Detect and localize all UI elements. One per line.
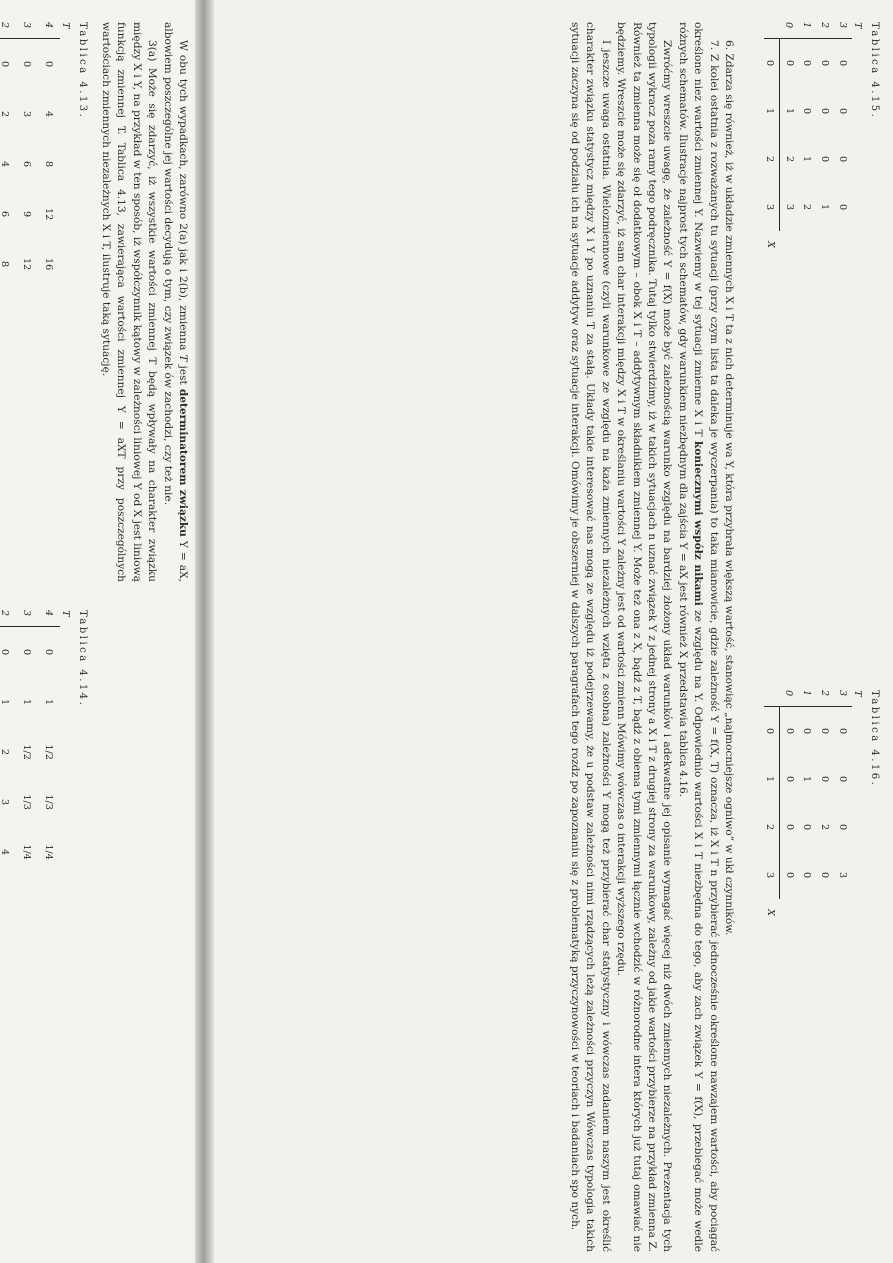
table-x-value: 0 xyxy=(765,707,781,756)
left-top-paragraph: W obu tych wypadkach, zarówno 2(a) jak i 2(b), zmienna T jest determinatorem związku Y = aX, albowiem poszczególne jej wartości decydują o tym, czy związek ów zachodzi, czy też nie. xyxy=(161,22,189,582)
table-row xyxy=(780,690,798,916)
table-cell: 1 xyxy=(819,204,831,211)
right-para-9: I jeszcze uwaga ostatnia. Wielozmiennowe (czyli warunkowe ze względu na każa zmiennych niezależnych wzięta z osobna) zależności Y mogą też przybierać char statystyczny i wówczas zadaniem naszym jest określić charakter związku statystycz między X i Y po uznaniu T za stałą. Układy takie interesować nas mogą ze względu iż podejrzewamy, że u podstaw zależności nimi rządzących leżą zależności przyczyn Wówczas typologia takich sytuacji zaczyna się od podziału ich na sytuacje addytyw oraz sytuacje interakcji. Omówimy je obszerniej w dalszych paragrafach tego rozdz po zapoznaniu się z problematyką przyczynowości w teoriach i badaniach spo nych. xyxy=(568,22,612,1252)
table-cell: 0 xyxy=(798,707,816,756)
table-cell: 9 xyxy=(21,211,33,218)
table-cell: 4 xyxy=(0,849,11,856)
table-t-value: 2 xyxy=(0,22,11,29)
table-x-value: 3 xyxy=(765,851,781,899)
table-cell: 0 xyxy=(38,627,60,678)
table-caption: Tablica 4.13. xyxy=(77,22,88,120)
table-x-axis-label: X xyxy=(764,241,776,248)
table-row xyxy=(16,22,38,306)
table-x-value: 2 xyxy=(765,803,781,851)
table-cell: 8 xyxy=(43,161,55,168)
table-cell: 0 xyxy=(16,627,38,678)
table-cell: 0 xyxy=(837,204,849,211)
table-x-value: 3 xyxy=(765,183,781,231)
table-cell: 3 xyxy=(783,204,795,211)
table-x-axis-label: X xyxy=(764,909,776,916)
table-cell: 1/4 xyxy=(43,844,55,860)
table-row xyxy=(798,690,816,916)
table-cell: 1 xyxy=(43,699,55,706)
table-caption: Tablica 4.14. xyxy=(77,610,88,708)
right-page xyxy=(214,0,893,1263)
table-cell: 0 xyxy=(801,872,813,879)
table-row xyxy=(780,22,798,248)
table-cell: 1 xyxy=(801,156,813,163)
table-t-axis-label: T xyxy=(60,610,71,617)
table-4-13 xyxy=(0,22,88,322)
table-4-15-grid xyxy=(765,22,864,248)
table-t-axis-label: T xyxy=(852,690,863,697)
right-para-7: 7. Z kolei ostatnia z rozważanych tu sytuacji (przy czym lista ta daleka je wyczerpania) to taka mianowicie, gdzie zależność Y = f(X, T) oznacza, iż X i T n przybierać jednocześnie określone nawzajem wartości, aby pociągać określone niez wartości zmiennej Y. Nazwiemy w tej sytuacji zmienne X i T koniecznymi współz nikami ze względu na Y. Odpowiednio wartości X i T niezbędna do tego, aby zach związek Y = f(X), przebiegać może wedle różnych schematów. Ilustracje najprost tych schematów, gdy warunkiem niezbędnym dla zajścia Y = aX jest również X przedstawia tablica 4.16. xyxy=(676,22,720,1252)
table-row xyxy=(816,690,834,916)
table-row xyxy=(0,22,16,306)
table-cell: 2 xyxy=(801,204,813,211)
table-t-value: 1 xyxy=(801,22,813,29)
table-x-value: 2 xyxy=(765,135,781,183)
table-cell: 0 xyxy=(837,108,849,115)
right-text-block xyxy=(567,22,736,1252)
table-cell: 0 xyxy=(783,824,795,831)
table-cell: 0 xyxy=(0,627,16,678)
table-cell: 1 xyxy=(0,699,11,706)
left-para-3a: 3(a) Może się zdarzyć, iż wszystkie wartości zmiennej T będą wpływały na charakter związku między X i Y, na przykład w ten sposób, iż współczynnik kątowy w zależności liniowej Y od X jest liniową funkcją zmiennej T. Tablica 4.13, zawierająca wartości zmiennej Y = aXT przy poszczególnych wartościach zmiennych niezależnych X i T, ilustruje taką sytuację. xyxy=(99,22,159,582)
table-4-16 xyxy=(765,690,881,990)
table-t-value: 2 xyxy=(819,22,831,29)
table-cell: 0 xyxy=(834,707,852,756)
table-cell: 2 xyxy=(819,824,831,831)
table-row xyxy=(816,22,834,248)
table-cell: 2 xyxy=(0,111,11,118)
table-cell: 0 xyxy=(38,39,60,90)
table-x-value: 1 xyxy=(765,87,781,135)
table-t-value: 0 xyxy=(783,690,795,697)
right-para-6: 6. Zdarza się również, iż w układzie zmiennych X i T ta z nich determinuje wa Y, która przybrała większą wartość, stanowiąc „najmocniejsze ogniwo” w ukł czynników. xyxy=(723,40,735,936)
table-cell: 0 xyxy=(801,108,813,115)
table-row xyxy=(16,610,38,894)
table-4-15 xyxy=(765,22,881,322)
table-cell: 1/2 xyxy=(43,744,55,760)
table-cell: 1 xyxy=(783,108,795,115)
table-cell: 0 xyxy=(816,707,834,756)
table-cell: 12 xyxy=(21,258,33,271)
table-cell: 0 xyxy=(819,776,831,783)
table-cell: 4 xyxy=(0,161,11,168)
table-cell: 0 xyxy=(837,824,849,831)
table-cell: 8 xyxy=(0,261,11,268)
table-t-value: 2 xyxy=(819,690,831,697)
table-cell: 2 xyxy=(0,749,11,756)
table-cell: 0 xyxy=(837,776,849,783)
table-row xyxy=(38,610,60,894)
table-cell: 1/3 xyxy=(21,794,33,810)
table-t-value: 1 xyxy=(801,690,813,697)
table-4-14 xyxy=(0,610,88,910)
table-t-value: 3 xyxy=(837,690,849,697)
table-t-value: 3 xyxy=(837,22,849,29)
left-intro-block xyxy=(98,22,190,582)
table-cell: 1/2 xyxy=(21,744,33,760)
table-row xyxy=(798,22,816,248)
table-t-axis-label: T xyxy=(60,22,71,29)
table-t-value: 3 xyxy=(21,610,33,617)
table-cell: 0 xyxy=(834,39,852,88)
table-t-value: 4 xyxy=(43,610,55,617)
table-caption: Tablica 4.16. xyxy=(869,690,880,788)
table-4-13-grid xyxy=(0,22,71,306)
table-t-value: 0 xyxy=(783,22,795,29)
table-row xyxy=(834,690,852,916)
table-cell: 0 xyxy=(819,156,831,163)
table-cell: 0 xyxy=(801,824,813,831)
table-cell: 1 xyxy=(801,776,813,783)
table-cell: 3 xyxy=(21,111,33,118)
table-row xyxy=(38,22,60,306)
table-cell: 1/4 xyxy=(21,844,33,860)
table-cell: 1 xyxy=(21,699,33,706)
table-4-16-grid xyxy=(765,690,864,916)
table-caption: Tablica 4.15. xyxy=(869,22,880,120)
table-cell: 6 xyxy=(0,211,11,218)
right-para-8: Zwróćmy wreszcie uwagę, że zależność Y = f(X) może być zależnością warunko względu na bardziej złożony układ warunków i adekwatne jej opisanie wymagać więcej niż dwóch zmiennych niezależnych. Prezentacja tych typologii wykracz poza ramy tego podręcznika. Tutaj tylko stwierdzimy, iż w takich sytuacjach n uznać związek Y z jednej strony a X i T z drugiej strony za warunkowy, zależny od jakie wartości przybierze na przykład zmienna Z. Również ta zmienna może się oł dodatkowym – obok X i T – addytywnym składnikiem zmiennej Y. Może też ona z X, bądź z T, bądź z obiema tymi zmiennymi łącznie wchodzić w różnorodne intera których już tutaj omawiać nie będziemy. Wreszcie może się zdarzyć, iż sam char interakcji między X i T w określaniu wartości Y zależny jest od wartości zmienn Mówimy wówczas o interakcji wyższego rzędu. xyxy=(615,22,674,1252)
table-cell: 12 xyxy=(43,208,55,221)
table-cell: 16 xyxy=(43,258,55,271)
table-row xyxy=(834,22,852,248)
table-cell: 0 xyxy=(798,39,816,88)
table-cell: 0 xyxy=(816,39,834,88)
table-t-value: 4 xyxy=(43,22,55,29)
table-x-value: 1 xyxy=(765,755,781,803)
book-gutter xyxy=(195,0,214,1263)
table-cell: 1/3 xyxy=(43,794,55,810)
table-t-value: 2 xyxy=(0,610,11,617)
table-cell: 0 xyxy=(16,39,38,90)
table-cell: 0 xyxy=(780,39,798,88)
table-x-value: 0 xyxy=(765,39,781,88)
table-t-value: 3 xyxy=(21,22,33,29)
table-cell: 4 xyxy=(43,111,55,118)
table-cell: 2 xyxy=(783,156,795,163)
table-cell: 3 xyxy=(0,799,11,806)
table-4-14-grid xyxy=(0,610,71,894)
left-page xyxy=(0,0,195,1263)
table-cell: 0 xyxy=(780,707,798,756)
table-t-axis-label: T xyxy=(852,22,863,29)
table-cell: 0 xyxy=(0,39,16,90)
table-cell: 3 xyxy=(837,872,849,879)
table-cell: 0 xyxy=(819,872,831,879)
table-cell: 0 xyxy=(783,872,795,879)
table-cell: 6 xyxy=(21,161,33,168)
table-cell: 0 xyxy=(783,776,795,783)
table-cell: 0 xyxy=(837,156,849,163)
table-cell: 0 xyxy=(819,108,831,115)
table-row xyxy=(0,610,16,894)
